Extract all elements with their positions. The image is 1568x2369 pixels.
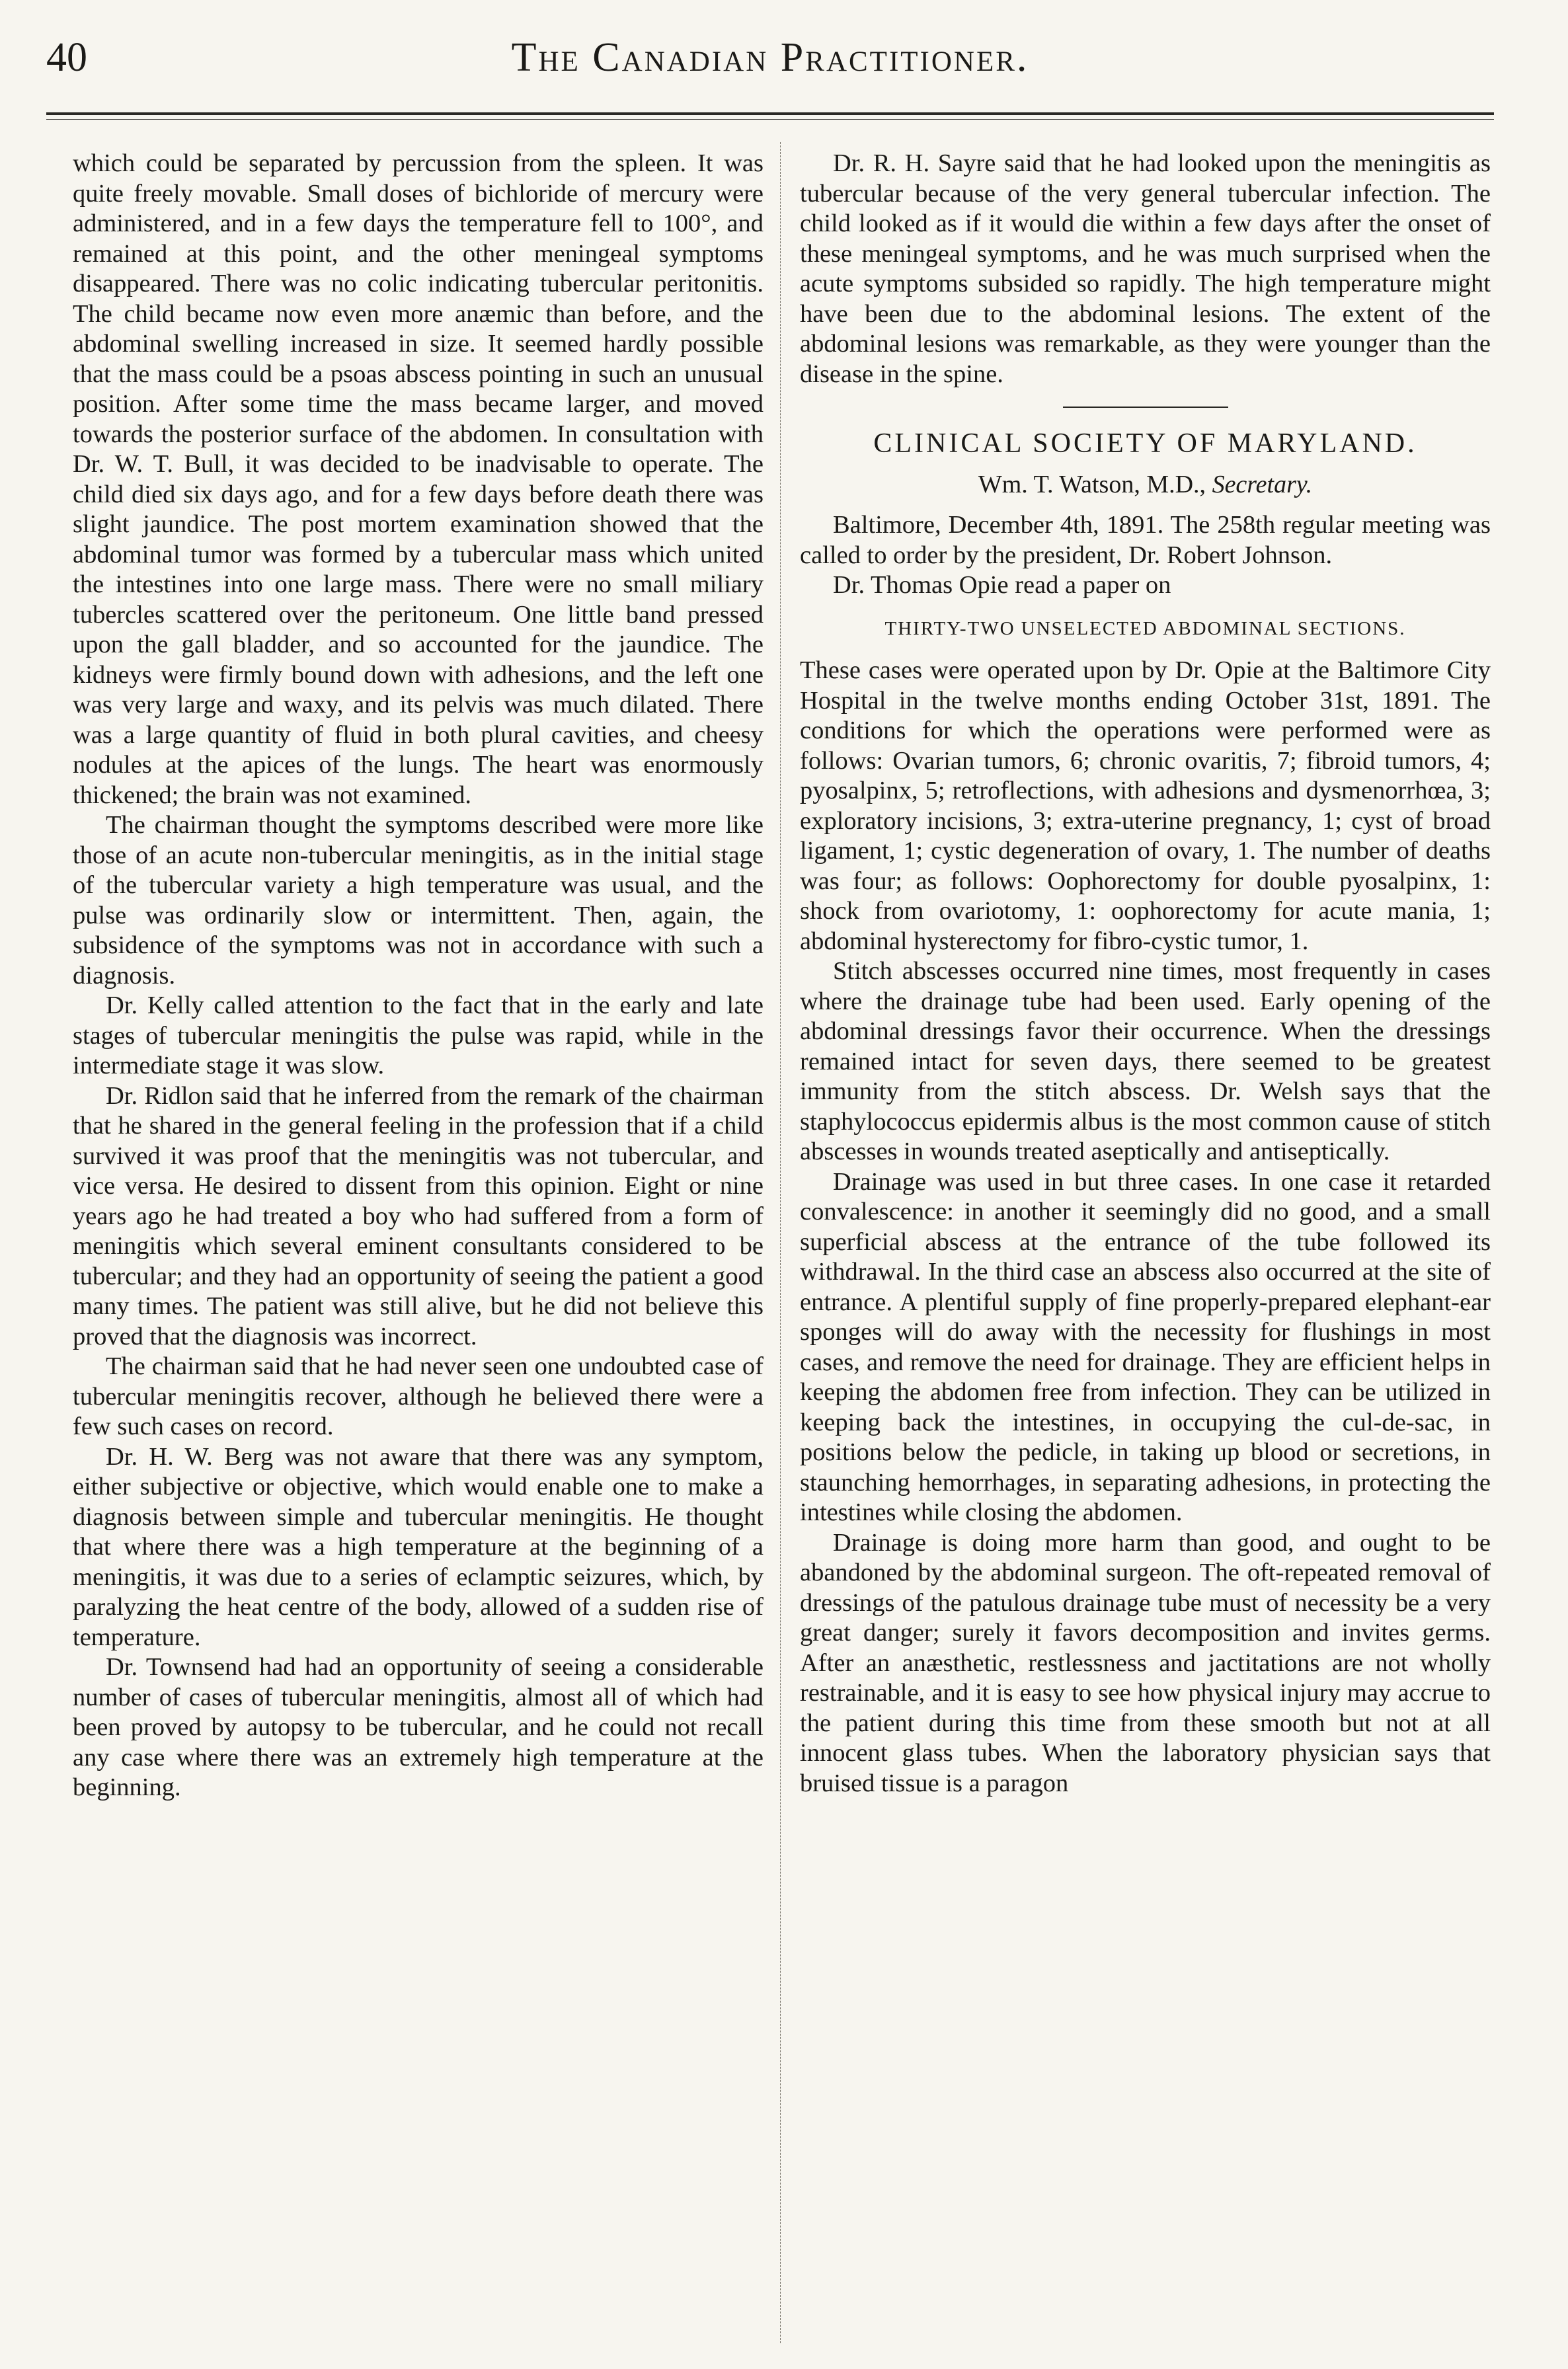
right-column (800, 149, 1491, 1799)
page-header (46, 26, 1494, 99)
paragraph: The chairman thought the symptoms described were more like those of an acute non-tubercular meningitis, as in the initial stage of the tubercular variety a high temperature was usual, and the pulse was ordinarily slow or intermittent. Then, again, the subsidence of the symptoms was not in accordance with such a diagnosis. (73, 811, 764, 990)
paragraph: Stitch abscesses occurred nine times, most frequently in cases where the drainage tube had been used. Early opening of the abdominal dressings favor their occurrence. When the dressings remained intact for seven days, there seemed to be greatest immunity from the stitch abscess. Dr. Welsh says that the staphylococcus epidermis albus is the most common cause of stitch abscesses in wounds treated aseptically and antiseptically. (800, 957, 1491, 1165)
paragraph: Drainage was used in but three cases. In one case it retarded convalescence: in another it seemingly did no good, and a small superficial abscess at the entrance of the tube followed its withdrawal. In the third case an abscess also occurred at the site of entrance. A plentiful supply of fine properly-prepared elephant-ear sponges will do away with the necessity for flushings in most cases, and remove the need for drainage. They are efficient helps in keeping the abdomen free from infection. They can be utilized in keeping back the intestines, in occupying the cul-de-sac, in positions below the pedicle, in taking up blood or secretions, in staunching hemorrhages, in separating adhesions, in protecting the intestines while closing the abdomen. (800, 1167, 1491, 1526)
header-rule (46, 112, 1494, 115)
paragraph: Dr. Thomas Opie read a paper on (833, 571, 1171, 599)
paper-title: THIRTY-TWO UNSELECTED ABDOMINAL SECTIONS. (884, 617, 1406, 639)
paragraph: Dr. Townsend had had an opportunity of seeing a considerable number of cases of tubercular meningitis, almost all of which had been proved by autopsy to be tubercular, and he could not recall any case where there was an extremely high temperature at the beginning. (73, 1653, 764, 1801)
paragraph: Drainage is doing more harm than good, and ought to be abandoned by the abdominal surgeon. The oft-repeated removal of dressings of the patulous drainage tube must of necessity be a very great danger; surely it favors decomposition and invites germs. After an anæsthetic, restlessness and jactitations are not wholly restrainable, and it is easy to see how physical injury may accrue to the patient during this time from these smooth but not at all innocent glass tubes. When the laboratory physician says that bruised tissue is a paragon (800, 1528, 1491, 1797)
paragraph: The chairman said that he had never seen one undoubted case of tubercular meningitis recover, although he believed there were a few such cases on record. (73, 1352, 764, 1440)
page-number: 40 (46, 35, 87, 80)
paragraph: Dr. Ridlon said that he inferred from the remark of the chairman that he shared in the general feeling in the profession that if a child survived it was proof that the meningitis was not tubercular, and vice versa. He desired to dissent from this opinion. Eight or nine years ago he had treated a boy who had suffered from a form of meningitis which several eminent consultants considered to be tubercular; and they had an opportunity of seeing the patient a good many times. The patient was still alive, but he did not believe this proved that the diagnosis was incorrect. (73, 1081, 764, 1350)
byline-role: Secretary. (1212, 470, 1313, 498)
header-rule-thin (46, 119, 1494, 120)
byline-name: Wm. T. Watson, M.D., (978, 470, 1206, 498)
byline (800, 470, 1491, 500)
paragraph: Dr. R. H. Sayre said that he had looked upon the meningitis as tubercular because of the very general tubercular infection. The child looked as if it would die within a few days after the onset of these meningeal symptoms, and he was much surprised when the acute symptoms subsided so rapidly. The high temperature might have been due to the abdominal lesions. The extent of the abdominal lesions was remarkable, as they were younger than the disease in the spine. (800, 149, 1491, 388)
paragraph: Dr. H. W. Berg was not aware that there was any symptom, either subjective or objective, which would enable one to make a diagnosis between simple and tubercular meningitis. He thought that where there was a high temperature at the beginning of a meningitis, it was due to a series of eclamptic seizures, which, by paralyzing the heat centre of the body, allowed of a sudden rise of temperature. (73, 1442, 764, 1651)
running-title: The Canadian Practitioner. (511, 35, 1029, 80)
left-column (73, 149, 764, 1803)
section-title: CLINICAL SOCIETY OF MARYLAND. (873, 428, 1417, 459)
paragraph: These cases were operated upon by Dr. Opie at the Baltimore City Hospital in the twelve months ending October 31st, 1891. The conditions for which the operations were performed were as follows: Ovarian tumors, 6; chronic ovaritis, 7; fibroid tumors, 4; pyosalpinx, 5; retroflections, with adhesions and dysmenorrhœa, 3; exploratory incisions, 3; extra-uterine pregnancy, 1; cyst of broad ligament, 1; cystic degeneration of ovary, 1. The number of deaths was four; as follows: Oophorectomy for double pyosalpinx, 1: shock from ovariotomy, 1: oophorectomy for acute mania, 1; abdominal hysterectomy for fibro-cystic tumor, 1. (800, 656, 1491, 955)
paragraph: Dr. Kelly called attention to the fact that in the early and late stages of tubercular meningitis the pulse was rapid, while in the intermediate stage it was slow. (73, 991, 764, 1079)
paragraph: which could be separated by percussion from the spleen. It was quite freely movable. Small doses of bichloride of mercury were administered, and in a few days the temperature fell to 100°, and remained at this point, and the other meningeal symptoms disappeared. There was no colic indicating tubercular peritonitis. The child became now even more anæmic than before, and the abdominal swelling increased in size. It seemed hardly possible that the mass could be a psoas abscess pointing in such an unusual position. After some time the mass became larger, and moved towards the posterior surface of the abdomen. In consultation with Dr. W. T. Bull, it was decided to be inadvisable to operate. The child died six days ago, and for a few days before death there was slight jaundice. The post mortem examination showed that the abdominal tumor was formed by a tubercular mass which united the intestines into one large mass. There were no small miliary tubercles scattered over the peritoneum. One little band pressed upon the gall bladder, and so accounted for the jaundice. The kidneys were firmly bound down with adhesions, and the left one was very large and waxy, and its pelvis was much dilated. There was a large quantity of fluid in both plural cavities, and cheesy nodules at the apices of the lungs. The heart was enormously thickened; the brain was not examined. (73, 149, 764, 809)
paragraph: Baltimore, December 4th, 1891. The 258th regular meeting was called to order by the president, Dr. Robert Johnson. (800, 511, 1491, 569)
column-divider (780, 142, 781, 2343)
section-rule (1063, 407, 1228, 408)
